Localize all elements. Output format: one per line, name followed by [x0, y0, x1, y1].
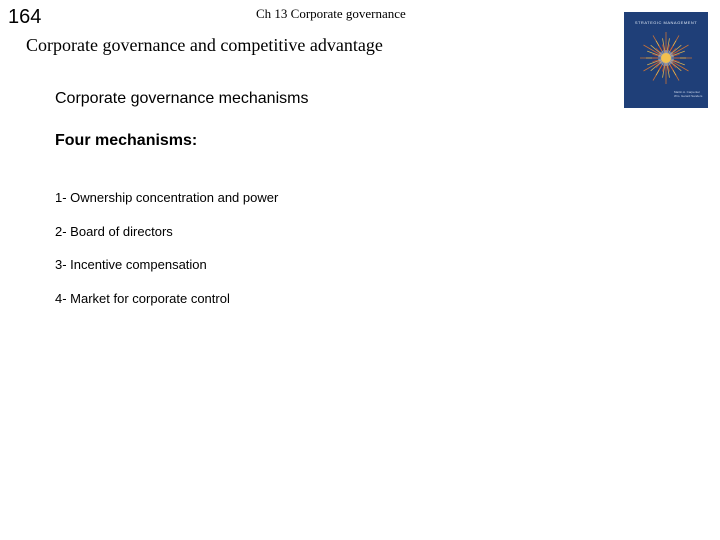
list-item-board: 2- Board of directors: [55, 223, 173, 239]
book-cover-authors: [674, 90, 706, 98]
list-item-market: 4- Market for corporate control: [55, 290, 230, 306]
book-cover-author-2: Wm. Gerard Sanders: [674, 94, 703, 98]
mechanisms-list: [55, 190, 278, 324]
section-subheading: Four mechanisms:: [55, 132, 198, 149]
book-cover-author-1: Martin A. Carpenter: [674, 90, 701, 94]
chapter-title: Ch 13 Corporate governance: [256, 6, 406, 21]
slide-number: 164: [8, 6, 42, 28]
book-cover-title: STRATEGIC MANAGEMENT: [634, 20, 698, 25]
slide-subtitle: Corporate governance and competitive advantage: [26, 35, 383, 55]
list-item-incentive: 3- Incentive compensation: [55, 257, 207, 273]
section-heading: Corporate governance mechanisms: [55, 90, 309, 107]
mandala-graphic: [638, 30, 694, 86]
list-item-ownership: 1- Ownership concentration and power: [55, 190, 279, 205]
book-cover-image: [624, 12, 708, 108]
